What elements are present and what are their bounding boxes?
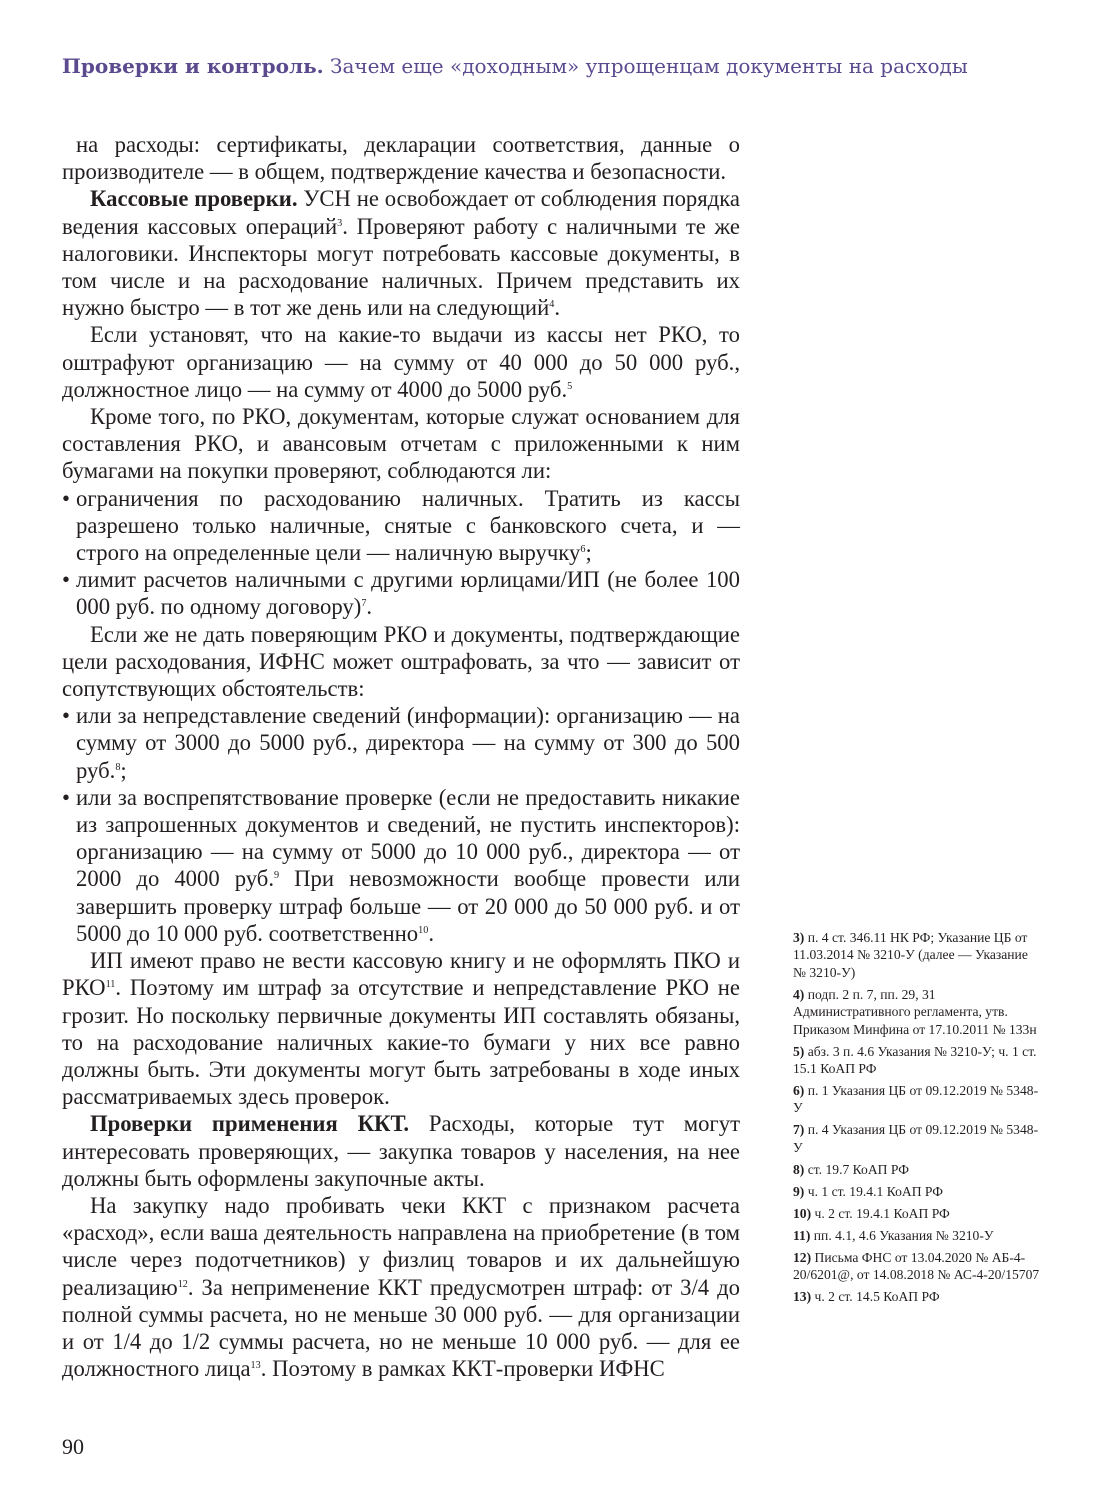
paragraph-heading: Кассовые проверки. [90,186,298,212]
footnote-number: 4) [793,986,805,1002]
footnote-number: 6) [793,1083,805,1099]
page-number: 90 [62,1434,84,1459]
footnote-text: ст. 19.7 КоАП РФ [807,1161,909,1177]
list-item-text: ; [120,757,127,783]
footnote-ref[interactable]: 11 [105,979,116,991]
footnote-number: 13) [793,1289,812,1305]
footnote-text: Письма ФНС от 13.04.2020 № АБ-4-20/6201@, от 14.08.2018 № АС-4-20/15707 [793,1249,1040,1283]
footnote [793,929,1043,981]
footnote [793,1161,1043,1178]
footnote-number: 10) [793,1205,812,1221]
footnote-number: 11) [793,1227,811,1243]
paragraph-text: Кроме того, по РКО, документам, которые служат основанием для составления РКО, и авансовым отчетам с приложенными к ним бумагами на покупки проверяют, соблюдаются ли: [62,404,740,484]
paragraph [62,1192,740,1382]
paragraph-text: Расходы, которые тут могут интересовать проверяющих, — закупка товаров у населения, на нее должны быть оформлены закупочные акты. [62,1111,740,1191]
footnote-number: 12) [793,1249,812,1265]
list-item-text: ; [585,540,592,566]
list-item [62,485,740,567]
footnote-ref[interactable]: 10 [418,924,429,936]
footnote [793,1043,1043,1078]
paragraph-text: . За неприменение ККТ предусмотрен штраф: от 3/4 до полной суммы расчета, но не меньше 30 000 руб. — для организации и от 1/4 до 1/2 суммы расчета, но не меньше 10 000 руб. — для ее должностного лица [62,1274,740,1382]
list-item-text: . [428,920,434,946]
footnote-ref[interactable]: 4 [549,299,555,311]
paragraph [62,321,740,403]
paragraph [62,403,740,485]
header-title: Зачем еще «доходным» упрощенцам документы на расходы [330,54,968,78]
paragraph-heading: Проверки применения ККТ. [90,1111,410,1137]
paragraph-text: Если установят, что на какие-то выдачи из кассы нет РКО, то оштрафуют организацию — на сумму от 40 000 до 50 000 руб., должностное лицо — на сумму от 4000 до 5000 руб. [62,322,740,402]
footnote [793,1121,1043,1156]
paragraph-text: На закупку надо пробивать чеки ККТ с признаком расчета «расход», если ваша деятельность направлена на приобретение (в том числе через подотчетников) у физлиц товаров и их дальнейшую реализацию [62,1192,740,1300]
list-item-text: ограничения по расходованию наличных. Тратить из кассы разрешено только наличные, снятые с банковского счета, и — строго на определенные цели — наличную выручку [76,485,740,566]
paragraph-text: . [554,295,560,321]
paragraph-continuation [62,131,740,185]
footnote-text: п. 4 Указания ЦБ от 09.12.2019 № 5348-У [793,1122,1039,1155]
footnote-text: ч. 1 ст. 19.4.1 КоАП РФ [807,1183,943,1199]
list-item [62,784,740,947]
list-item-text: или за непредставление сведений (информации): организацию — на сумму от 3000 до 5000 руб., директора — на сумму от 300 до 500 руб. [76,703,740,783]
footnote [793,1183,1043,1200]
footnote [793,1082,1043,1117]
footnote-ref[interactable]: 13 [250,1359,261,1371]
bullet-list [62,485,740,621]
paragraph-kkt-checks [62,1110,740,1192]
list-item [62,702,740,784]
footnote [793,1227,1043,1244]
footnote-ref[interactable]: 5 [567,380,573,392]
footnote-text: п. 4 ст. 346.11 НК РФ; Указание ЦБ от 11.03.2014 № 3210-У (далее — Указание № 3210-У) [793,930,1028,980]
main-text [62,131,740,1382]
footnote-number: 3) [793,930,805,945]
footnote-text: подп. 2 п. 7, пп. 29, 31 Административного регламента, утв. Приказом Минфина от 17.10.2011 № 133н [793,986,1037,1037]
paragraph [62,947,740,1110]
footnote [793,1288,1043,1305]
footnote-text: абз. 3 п. 4.6 Указания № 3210-У; ч. 1 ст. 15.1 КоАП РФ [793,1043,1037,1077]
footnote-ref[interactable]: 6 [580,543,586,555]
paragraph-cash-checks [62,185,740,321]
list-item [62,566,740,620]
paragraph-text: . Поэтому в рамках ККТ-проверки ИФНС [260,1356,665,1382]
footnote-ref[interactable]: 7 [361,598,367,610]
list-item-text: или за воспрепятствование проверке (если не предоставить никакие из запрошенных документов и сведений, не пустить инспекторов): организацию — на сумму от 5000 до 10 000 руб., директора — от 2000 до 4000 руб. [76,784,740,892]
running-header [62,54,1062,78]
list-item-text: . [366,594,373,620]
footnote-number: 5) [793,1043,805,1059]
footnote-number: 9) [793,1183,805,1199]
footnote-text: пп. 4.1, 4.6 Указания № 3210-У [813,1227,994,1243]
paragraph-text: . Проверяют работу с наличными те же налоговики. Инспекторы могут потребовать кассовые документы, в том числе и на расходование наличных. Причем представить их нужно быстро — в тот же день или на следующий [62,213,740,321]
footnote-text: ч. 2 ст. 14.5 КоАП РФ [814,1289,940,1305]
footnote-ref[interactable]: 12 [177,1278,188,1290]
footnote-text: п. 1 Указания ЦБ от 09.12.2019 № 5348-У [793,1083,1039,1116]
bullet-list [62,702,740,947]
paragraph-text: . Поэтому им штраф за отсутствие и непредставление РКО не грозит. Но поскольку первичные документы ИП составлять обязаны, то на расходование наличных какие-то бумаги у них все равно должны быть. Эти документы могут быть затребованы в ходе иных рассматриваемых здесь проверок. [62,975,740,1110]
paragraph-text: ИП имеют право не вести кассовую книгу и не оформлять ПКО и РКО [62,948,740,1001]
footnote-ref[interactable]: 3 [337,217,343,229]
list-item-text: При невозможности вообще провести или завершить проверку штраф больше — от 20 000 до 50 000 руб. и от 5000 до 10 000 руб. соответственно [76,866,740,946]
header-section: Проверки и контроль. [62,54,324,78]
paragraph-text: УСН не освобождает от соблюдения порядка ведения кассовых операций [62,186,740,239]
footnote-text: ч. 2 ст. 19.4.1 КоАП РФ [814,1205,950,1221]
footnotes-column [793,929,1043,1310]
footnote-number: 8) [793,1161,805,1177]
footnote [793,1205,1043,1222]
paragraph-text: на расходы: сертификаты, декларации соответствия, данные о производителе — в общем, подтверждение качества и безопасности. [62,132,740,185]
footnote-number: 7) [793,1122,805,1138]
paragraph [62,621,740,703]
footnote-ref[interactable]: 8 [115,761,121,773]
footnote [793,1249,1043,1284]
paragraph-text: Если же не дать поверяющим РКО и документы, подтверждающие цели расходования, ИФНС может оштрафовать, за что — зависит от сопутствующих обстоятельств: [62,621,740,702]
footnote-ref[interactable]: 9 [274,870,280,882]
list-item-text: лимит расчетов наличными с другими юрлицами/ИП (не более 100 000 руб. по одному договору) [76,567,740,620]
footnote [793,986,1043,1038]
